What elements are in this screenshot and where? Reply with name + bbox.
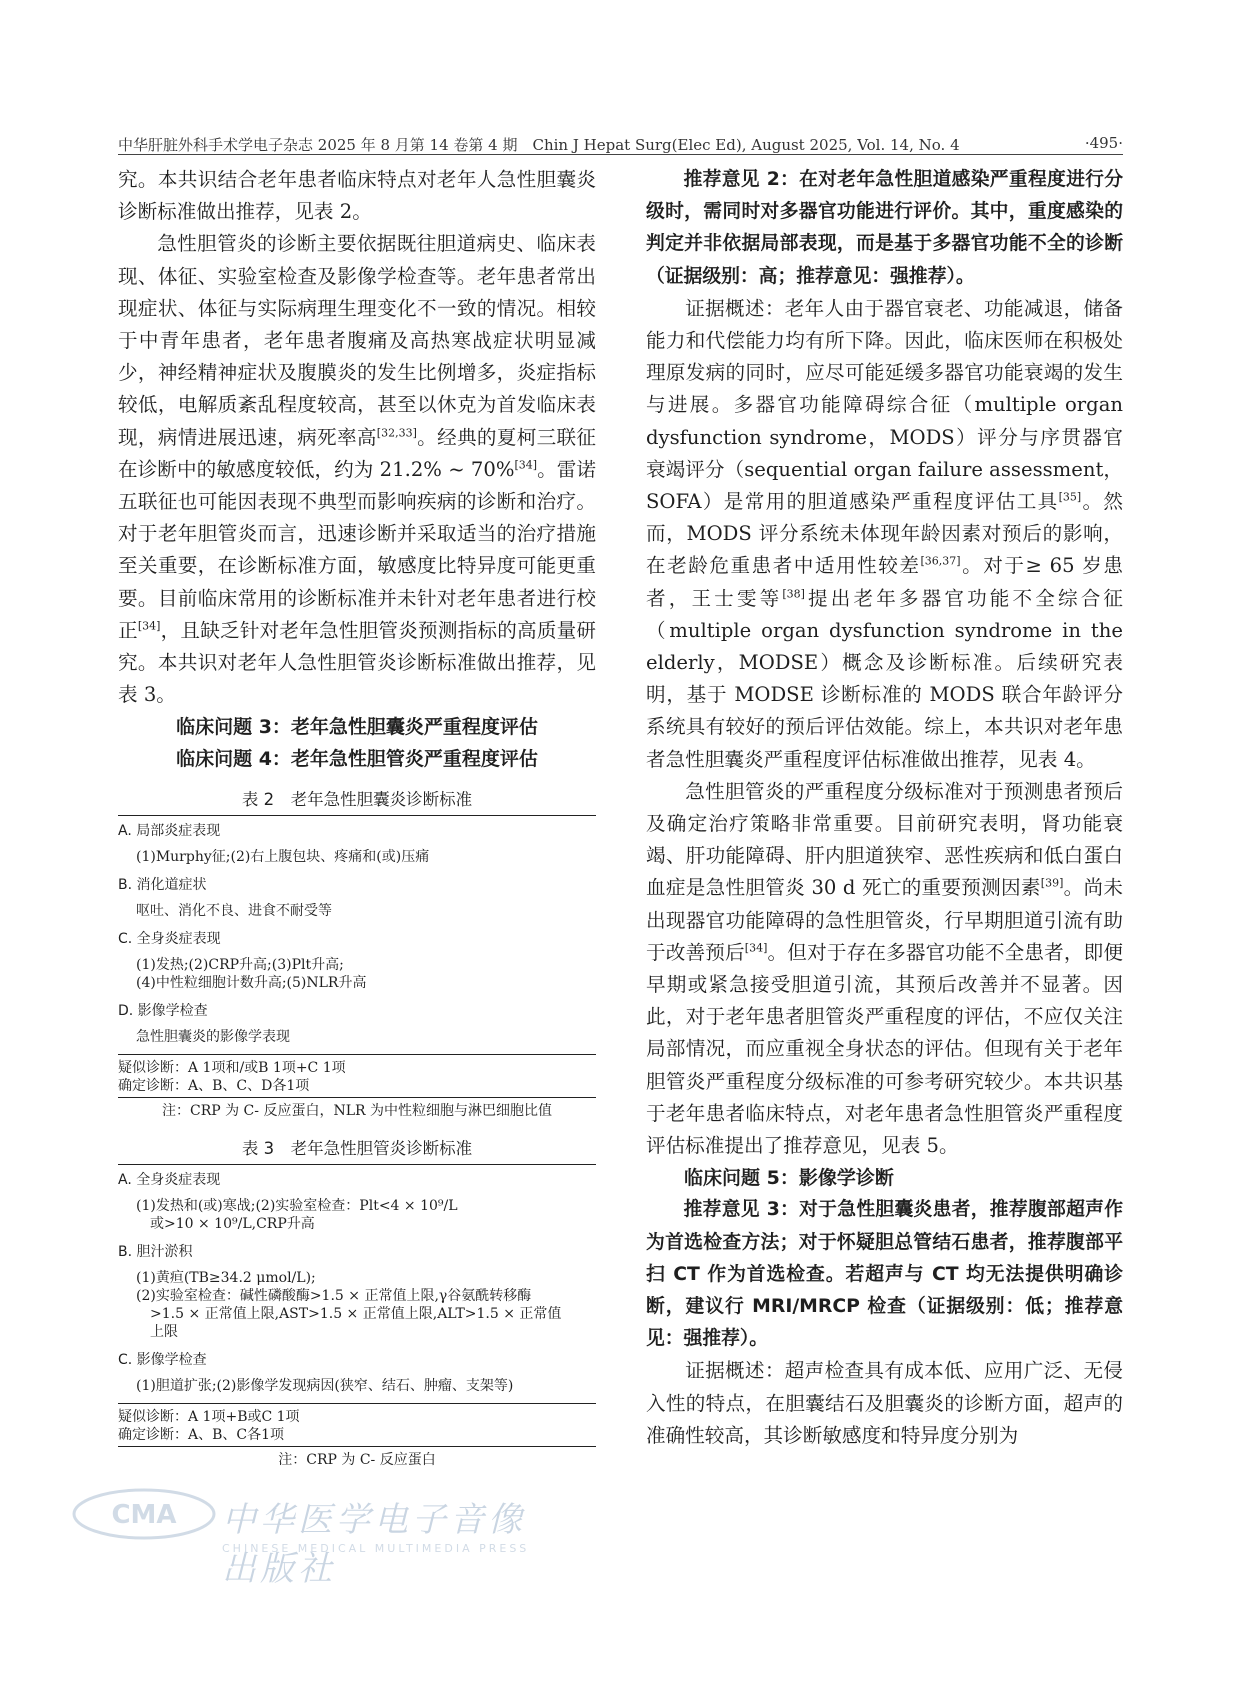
paragraph: 证据概述：老年人由于器官衰老、功能减退，储备能力和代偿能力均有所下降。因此，临床医师在积极处理原发病的同时，应尽可能延缓多器官功能衰竭的发生与进展。多器官功能障碍综合征（multiple organ dysfunction syndrome，MODS）评分与序贯器官衰竭评分（sequential organ failure assessment，SOFA）是常用的胆道感染严重程度评估工具[35]。然而，MODS 评分系统未体现年龄因素对预后的影响，在老龄危重患者中适用性较差[36,37]。对于≥ 65 岁患者，王士雯等[38]提出老年多器官功能不全综合征（multiple organ dysfunction syndrome in the elderly，MODSE）概念及诊断标准。后续研究表明，基于 MODSE 诊断标准的 MODS 联合年龄评分系统具有较好的预后评估效能。综上，本共识对老年患者急性胆囊炎严重程度评估标准做出推荐，见表 4。 xyxy=(646,296,1124,771)
citation: [32,33] xyxy=(376,426,417,440)
table-caption: 表 2 老年急性胆囊炎诊断标准 xyxy=(241,790,473,810)
citation: [38] xyxy=(782,587,805,601)
table-section-body: (1)胆道扩张;(2)影像学发现病因(狭窄、结石、肿瘤、支架等) xyxy=(136,1378,514,1395)
table-note: 注：CRP 为 C- 反应蛋白 xyxy=(278,1452,436,1469)
table-note: 注：CRP 为 C- 反应蛋白，NLR 为中性粒细胞与淋巴细胞比值 xyxy=(161,1103,552,1120)
citation: [39] xyxy=(1040,876,1064,890)
paragraph: 究。本共识结合老年患者临床特点对老年人急性胆囊炎诊断标准做出推荐，见表 2。 xyxy=(118,168,596,224)
svg-text:CMA: CMA xyxy=(111,1500,177,1530)
citation: [35] xyxy=(1058,490,1082,504)
table-caption: 表 3 老年急性胆管炎诊断标准 xyxy=(241,1139,473,1159)
journal-citation: 中华肝脏外科手术学电子杂志 2025 年 8 月第 14 卷第 4 期 Chin J Hepat Surg(Elec Ed), August 2025, Vol. 14, No. 4 xyxy=(118,136,960,154)
recommendation: 推荐意见 2：在对老年急性胆道感染严重程度进行分级时，需同时对多器官功能进行评价。其中，重度感染的判定并非依据局部表现，而是基于多器官功能不全的诊断（证据级别：高；推荐意见：强推荐）。 xyxy=(646,169,1123,287)
table-footer-line: 疑似诊断：A 1项+B或C 1项 xyxy=(118,1409,300,1426)
table-section-head: D. 影像学检查 xyxy=(118,1003,208,1020)
paragraph: 急性胆管炎的严重程度分级标准对于预测患者预后及确定治疗策略非常重要。目前研究表明，肾功能衰竭、肝功能障碍、肝内胆道狭窄、恶性疾病和低白蛋白血症是急性胆管炎 30 d 死亡的重要预测因素[39]。尚未出现器官功能障碍的急性胆管炎，行早期胆道引流有助于改善预后[34]。但对于存在多器官功能不全患者，即便早期或紧急接受胆道引流，其预后改善并不显著。因此，对于老年患者胆管炎严重程度的评估，不应仅关注局部情况，而应重视全身状态的评估。但现有关于老年胆管炎严重程度分级标准的可参考研究较少。本共识基于老年患者临床特点，对老年患者急性胆管炎严重程度评估标准提出了推荐意见，见表 5。 xyxy=(646,779,1124,1158)
right-column xyxy=(646,164,1123,1452)
table-section-body: (1)Murphy征;(2)右上腹包块、疼痛和(或)压痛 xyxy=(136,849,430,866)
table-footer-line: 确定诊断：A、B、C、D各1项 xyxy=(118,1078,310,1095)
table-section-head: C. 全身炎症表现 xyxy=(118,931,221,948)
left-column xyxy=(118,164,596,1473)
citation: [34] xyxy=(137,619,161,633)
page-number: ·495· xyxy=(1084,134,1123,152)
citation: [36,37] xyxy=(920,554,961,568)
table-section-head: B. 胆汁淤积 xyxy=(118,1244,193,1261)
table-section-head: B. 消化道症状 xyxy=(118,877,207,894)
paragraph: 证据概述：超声检查具有成本低、应用广泛、无侵入性的特点，在胆囊结石及胆囊炎的诊断方面，超声的准确性较高，其诊断敏感度和特异度分别为 xyxy=(646,1359,1123,1447)
table-3 xyxy=(118,1134,596,1473)
cma-logo-icon xyxy=(66,1484,216,1544)
table-section-head: A. 局部炎症表现 xyxy=(118,823,221,840)
citation: [34] xyxy=(514,458,538,472)
watermark-en: CHINESE MEDICAL MULTIMEDIA PRESS xyxy=(222,1542,530,1555)
citation: [34] xyxy=(744,941,768,955)
table-section-head: C. 影像学检查 xyxy=(118,1352,207,1369)
paragraph: 急性胆管炎的诊断主要依据既往胆道病史、临床表现、体征、实验室检查及影像学检查等。老年患者常出现症状、体征与实际病理生理变化不一致的情况。相较于中青年患者，老年患者腹痛及高热寒战症状明显减少，神经精神症状及腹膜炎的发生比例增多，炎症指标较低，电解质紊乱程度较高，甚至以休克为首发临床表现，病情进展迅速，病死率高[32,33]。经典的夏柯三联征在诊断中的敏感度较低，约为 21.2% ~ 70%[34]。雷诺五联征也可能因表现不典型而影响疾病的诊断和治疗。对于老年胆管炎而言，迅速诊断并采取适当的治疗措施至关重要，在诊断标准方面，敏感度比特异度可能更重要。目前临床常用的诊断标准并未针对老年患者进行校正[34]，且缺乏针对老年急性胆管炎预测指标的高质量研究。本共识对老年人急性胆管炎诊断标准做出推荐，见表 3。 xyxy=(118,232,597,707)
clinical-question-heading: 临床问题 4：老年急性胆管炎严重程度评估 xyxy=(176,748,538,771)
table-footer-line: 确定诊断：A、B、C各1项 xyxy=(118,1427,285,1444)
table-2 xyxy=(118,785,596,1124)
table-section-body: (1)黄疸(TB≥34.2 μmol/L); (2)实验室检查：碱性磷酸酶>1.5 × 正常值上限,γ谷氨酰转移酶 >1.5 × 正常值上限,AST>1.5 × 正常值上限,ALT>1.5 × 正常值 上限 xyxy=(136,1270,562,1341)
running-header xyxy=(118,132,1123,155)
clinical-question-heading: 临床问题 3：老年急性胆囊炎严重程度评估 xyxy=(176,716,538,739)
table-section-head: A. 全身炎症表现 xyxy=(118,1172,221,1189)
watermark-cn: 中华医学电子音像出版社 xyxy=(222,1500,526,1589)
table-section-body: 呕吐、消化不良、进食不耐受等 xyxy=(136,903,332,920)
table-footer-line: 疑似诊断：A 1项和/或B 1项+C 1项 xyxy=(118,1060,346,1077)
publisher-watermark xyxy=(66,1484,546,1589)
recommendation: 推荐意见 3：对于急性胆囊炎患者，推荐腹部超声作为首选检查方法；对于怀疑胆总管结石患者，推荐腹部平扫 CT 作为首选检查。若超声与 CT 均无法提供明确诊断，建议行 MRI/MRCP 检查（证据级别：低；推荐意见：强推荐）。 xyxy=(646,1199,1123,1350)
table-section-body: 急性胆囊炎的影像学表现 xyxy=(136,1029,290,1046)
table-section-body: (1)发热;(2)CRP升高;(3)Plt升高; (4)中性粒细胞计数升高;(5)NLR升高 xyxy=(136,957,367,992)
clinical-question-heading: 临床问题 5：影像学诊断 xyxy=(684,1167,894,1190)
table-section-body: (1)发热和(或)寒战;(2)实验室检查：Plt<4 × 10⁹/L 或>10 × 10⁹/L,CRP升高 xyxy=(136,1198,458,1233)
